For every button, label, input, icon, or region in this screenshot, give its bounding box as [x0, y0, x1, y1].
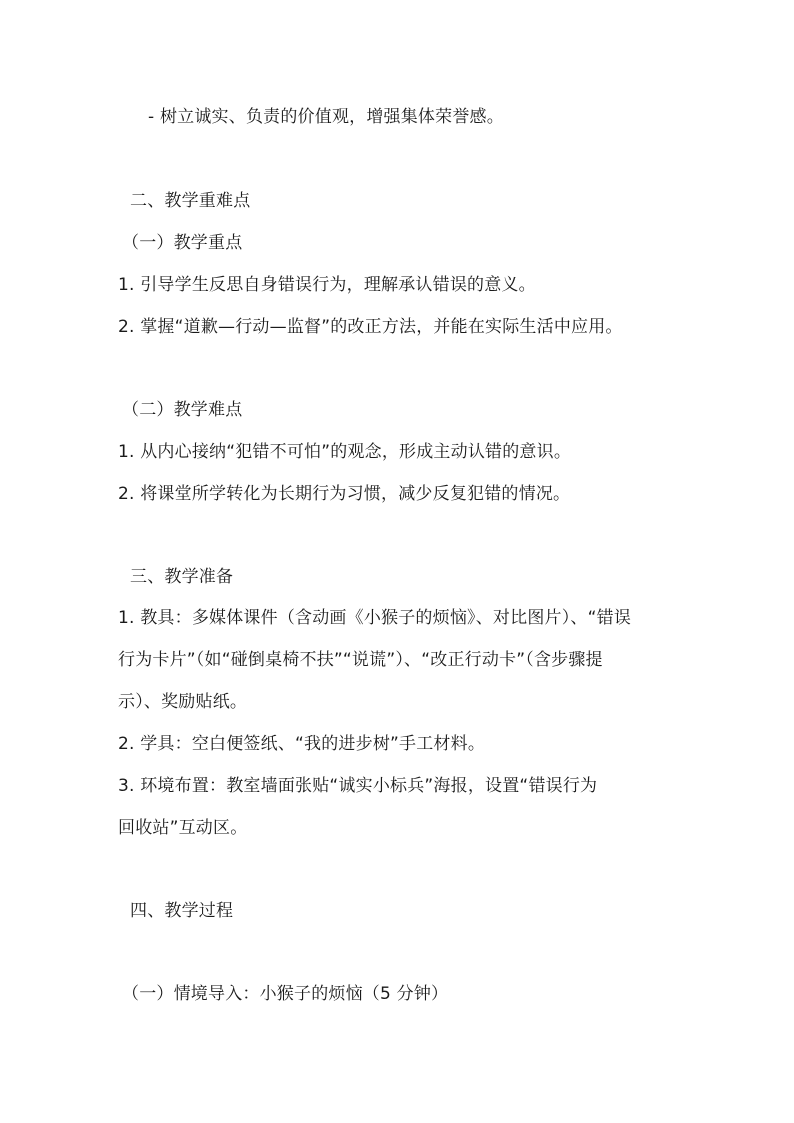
- preparation-item-1-line-3: 示）、奖励贴纸。: [118, 692, 248, 712]
- preparation-item-1-line-1: 1. 教具：多媒体课件（含动画《小猴子的烦恼》、对比图片）、“错误: [118, 608, 632, 628]
- difficult-point-item-1: 1. 从内心接纳“犯错不可怕”的观念，形成主动认错的意识。: [118, 442, 572, 462]
- section-heading-key-difficult-points: 二、教学重难点: [130, 191, 251, 211]
- difficult-point-item-2: 2. 将课堂所学转化为长期行为习惯，减少反复犯错的情况。: [118, 484, 571, 504]
- key-point-item-2: 2. 掌握“道歉—行动—监督”的改正方法，并能在实际生活中应用。: [118, 317, 623, 337]
- key-point-item-1: 1. 引导学生反思自身错误行为，理解承认错误的意义。: [118, 275, 536, 295]
- subsection-heading-key-points: （一）教学重点: [122, 233, 243, 253]
- subsection-heading-difficult-points: （二）教学难点: [122, 400, 243, 420]
- preparation-item-1-line-2: 行为卡片”（如“碰倒桌椅不扶”“说谎”）、“改正行动卡”（含步骤提: [118, 650, 603, 670]
- preparation-item-3-line-1: 3. 环境布置：教室墙面张贴“诚实小标兵”海报，设置“错误行为: [118, 776, 598, 796]
- goal-item: - 树立诚实、负责的价值观，增强集体荣誉感。: [148, 107, 504, 127]
- subsection-heading-scenario-intro: （一）情境导入：小猴子的烦恼（5 分钟）: [122, 984, 449, 1004]
- section-heading-preparation: 三、教学准备: [130, 567, 234, 587]
- preparation-item-3-line-2: 回收站”互动区。: [118, 818, 248, 838]
- section-heading-teaching-process: 四、教学过程: [130, 901, 234, 921]
- preparation-item-2: 2. 学具：空白便签纸、“我的进步树”手工材料。: [118, 734, 486, 754]
